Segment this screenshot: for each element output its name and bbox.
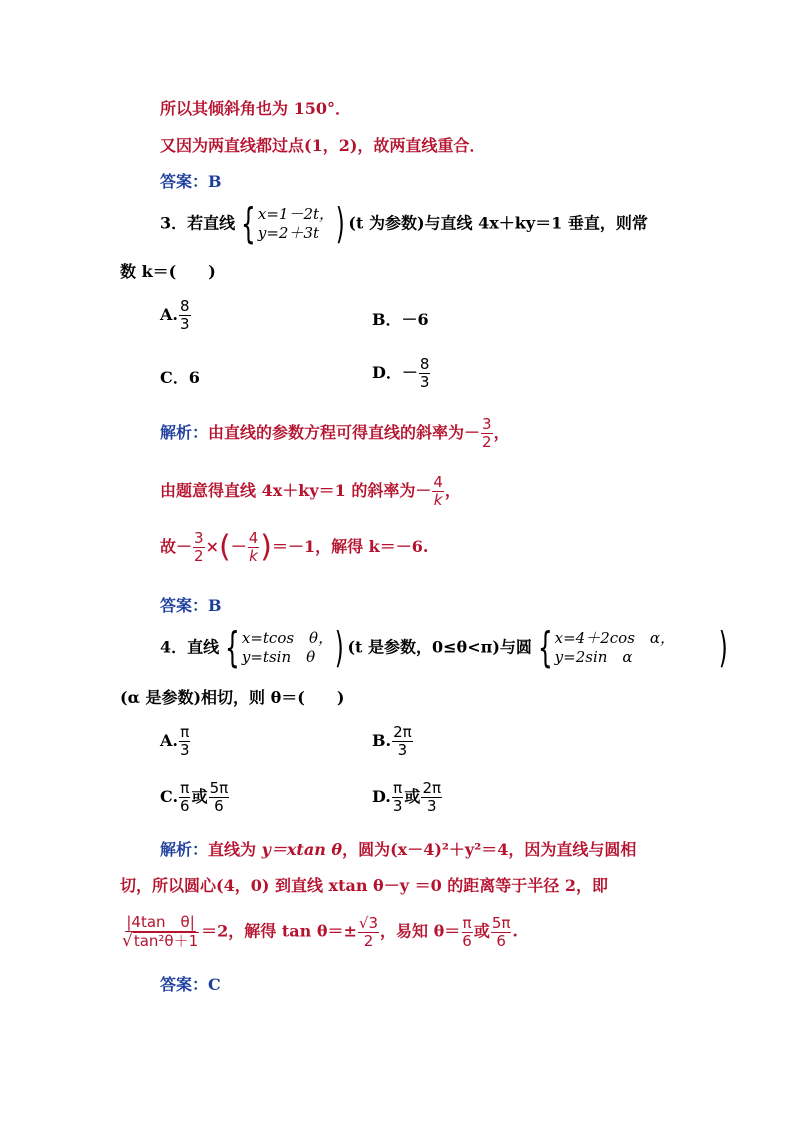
right-paren: ) [334,623,344,672]
q4-solution-line1 [160,840,636,860]
solution-text: 直线为 [208,840,262,859]
q3-option-c: C．6 [160,368,200,387]
frac-den: 3 [419,373,430,391]
frac-den: 6 [462,931,472,950]
frac-num: 8 [419,355,430,373]
answer-value: C [208,975,221,994]
punct: ， [493,423,510,442]
solution-text: 故－ [160,537,193,556]
option-label: A. [160,731,178,750]
left-paren: ( [218,529,231,565]
q4-option-d [372,780,443,815]
option-label: D．－ [372,363,418,382]
frac-den: 3 [179,741,190,759]
q4-option-a [160,724,192,759]
frac-num: 4 [433,473,443,491]
right-paren: ) [260,529,272,565]
solution-label: 解析： [160,840,209,859]
q3-option-b: B．－6 [372,310,429,329]
q3-solution-line2 [160,474,461,509]
solution-text: ＝2，解得 tan θ＝± [201,921,357,941]
frac-den: 3 [179,315,190,333]
frac-num: 2π [422,779,442,797]
frac-den: 3 [392,797,403,815]
q3-option-a [160,298,192,333]
answer-label: 答案： [160,596,209,615]
q4-option-b [372,724,414,759]
frac-num: √3 [358,913,379,932]
punct: . [512,921,518,941]
q3-stem-line2: 数 k＝( ) [120,262,216,281]
q3-prefix: 3．若直线 [160,213,236,233]
solution-line-angle: 所以其倾斜角也为 150°． [160,99,351,118]
or-word: 或 [404,787,421,806]
answer-value: B [208,596,222,615]
solution-text: ，易知 θ＝ [380,921,461,941]
frac-den: 3 [426,797,437,815]
left-brace: { [241,199,256,248]
q4-circle-y: y=2sin α [554,648,633,666]
minus-sign: － [230,537,247,556]
q4-stem-line2: (α 是参数)相切，则 θ＝( ) [120,688,345,707]
frac-num: π [462,913,472,932]
option-label: A. [160,305,178,324]
answer-value: B [208,172,222,191]
frac-num: π [180,723,190,741]
frac-num: 2π [393,723,412,741]
frac-num: 3 [482,415,492,433]
frac-den: 2 [363,931,374,950]
times-sign: × [205,537,219,556]
frac-den: 6 [214,797,224,815]
frac-num: 3 [194,529,204,547]
q4-option-c [160,780,230,815]
q4-line-system [219,623,347,672]
frac-num: 5π [491,913,511,932]
solution-line-coincide: 又因为两直线都过点(1，2)，故两直线重合． [160,136,486,155]
answer-label: 答案： [160,172,209,191]
q3-mid: (t 为参数)与直线 4x＋ky＝1 垂直，则常 [348,213,648,233]
answer-q3 [160,596,222,616]
solution-label: 解析： [160,423,209,442]
frac-den: 3 [397,741,408,759]
or-word: 或 [473,921,490,941]
answer-q4 [160,975,221,995]
frac-den: 6 [496,931,506,950]
option-label: D. [372,787,391,806]
left-brace: { [225,623,240,672]
option-label: B. [372,731,392,750]
or-word: 或 [191,787,208,806]
q3-stem [160,199,648,248]
frac-den: 2 [194,547,204,565]
solution-text: 由直线的参数方程可得直线的斜率为－ [208,423,481,442]
frac-den: k [433,491,443,509]
q4-circle-system [532,623,732,672]
q4-mid: (t 是参数，0≤θ<π)与圆 [347,637,532,657]
solution-text: 由题意得直线 4x＋ky＝1 的斜率为－ [160,481,432,500]
q3-option-d [372,356,431,391]
frac-num: π [180,779,190,797]
frac-den: 6 [180,797,190,815]
answer-label: 答案： [160,975,209,994]
left-brace: { [537,623,553,672]
solution-formula: y＝xtan θ [261,840,343,859]
q3-eq-y: y=2＋3t [257,224,320,242]
option-label: C. [160,787,179,806]
q4-solution-line3 [120,914,518,950]
q4-circle-x: x=4＋2cos α， [554,629,676,647]
punct: ， [444,481,461,500]
q3-param-system [235,199,348,248]
q3-eq-x: x=1－2t， [257,205,335,223]
frac-den: k [249,547,258,565]
frac-num: |4tan θ| [126,913,195,931]
solution-text: ＝－1，解得 k＝－6. [271,537,429,556]
solution-text: ，圆为(x－4)²＋y²＝4，因为直线与圆相 [342,840,637,859]
radicand: tan²θ＋1 [133,932,199,950]
right-paren: ) [718,623,728,672]
frac-num: π [393,779,403,797]
q4-prefix: 4．直线 [160,637,220,657]
frac-num: 8 [179,297,190,315]
q4-eq-y: y=tsin θ [241,648,316,666]
sqrt-sign: √ [122,931,133,951]
q4-solution-line2: 切，所以圆心(4，0) 到直线 xtan θ－y ＝0 的距离等于半径 2，即 [120,876,608,895]
q4-eq-x: x=tcos θ， [241,629,334,647]
frac-den: 2 [482,433,492,451]
q3-solution-line3 [160,530,428,565]
frac-num: 4 [248,529,259,547]
q3-solution-line1 [160,416,510,451]
frac-num: 5π [209,779,229,797]
q4-stem [160,623,731,672]
right-paren: ) [335,199,345,248]
answer-q2 [160,172,222,192]
